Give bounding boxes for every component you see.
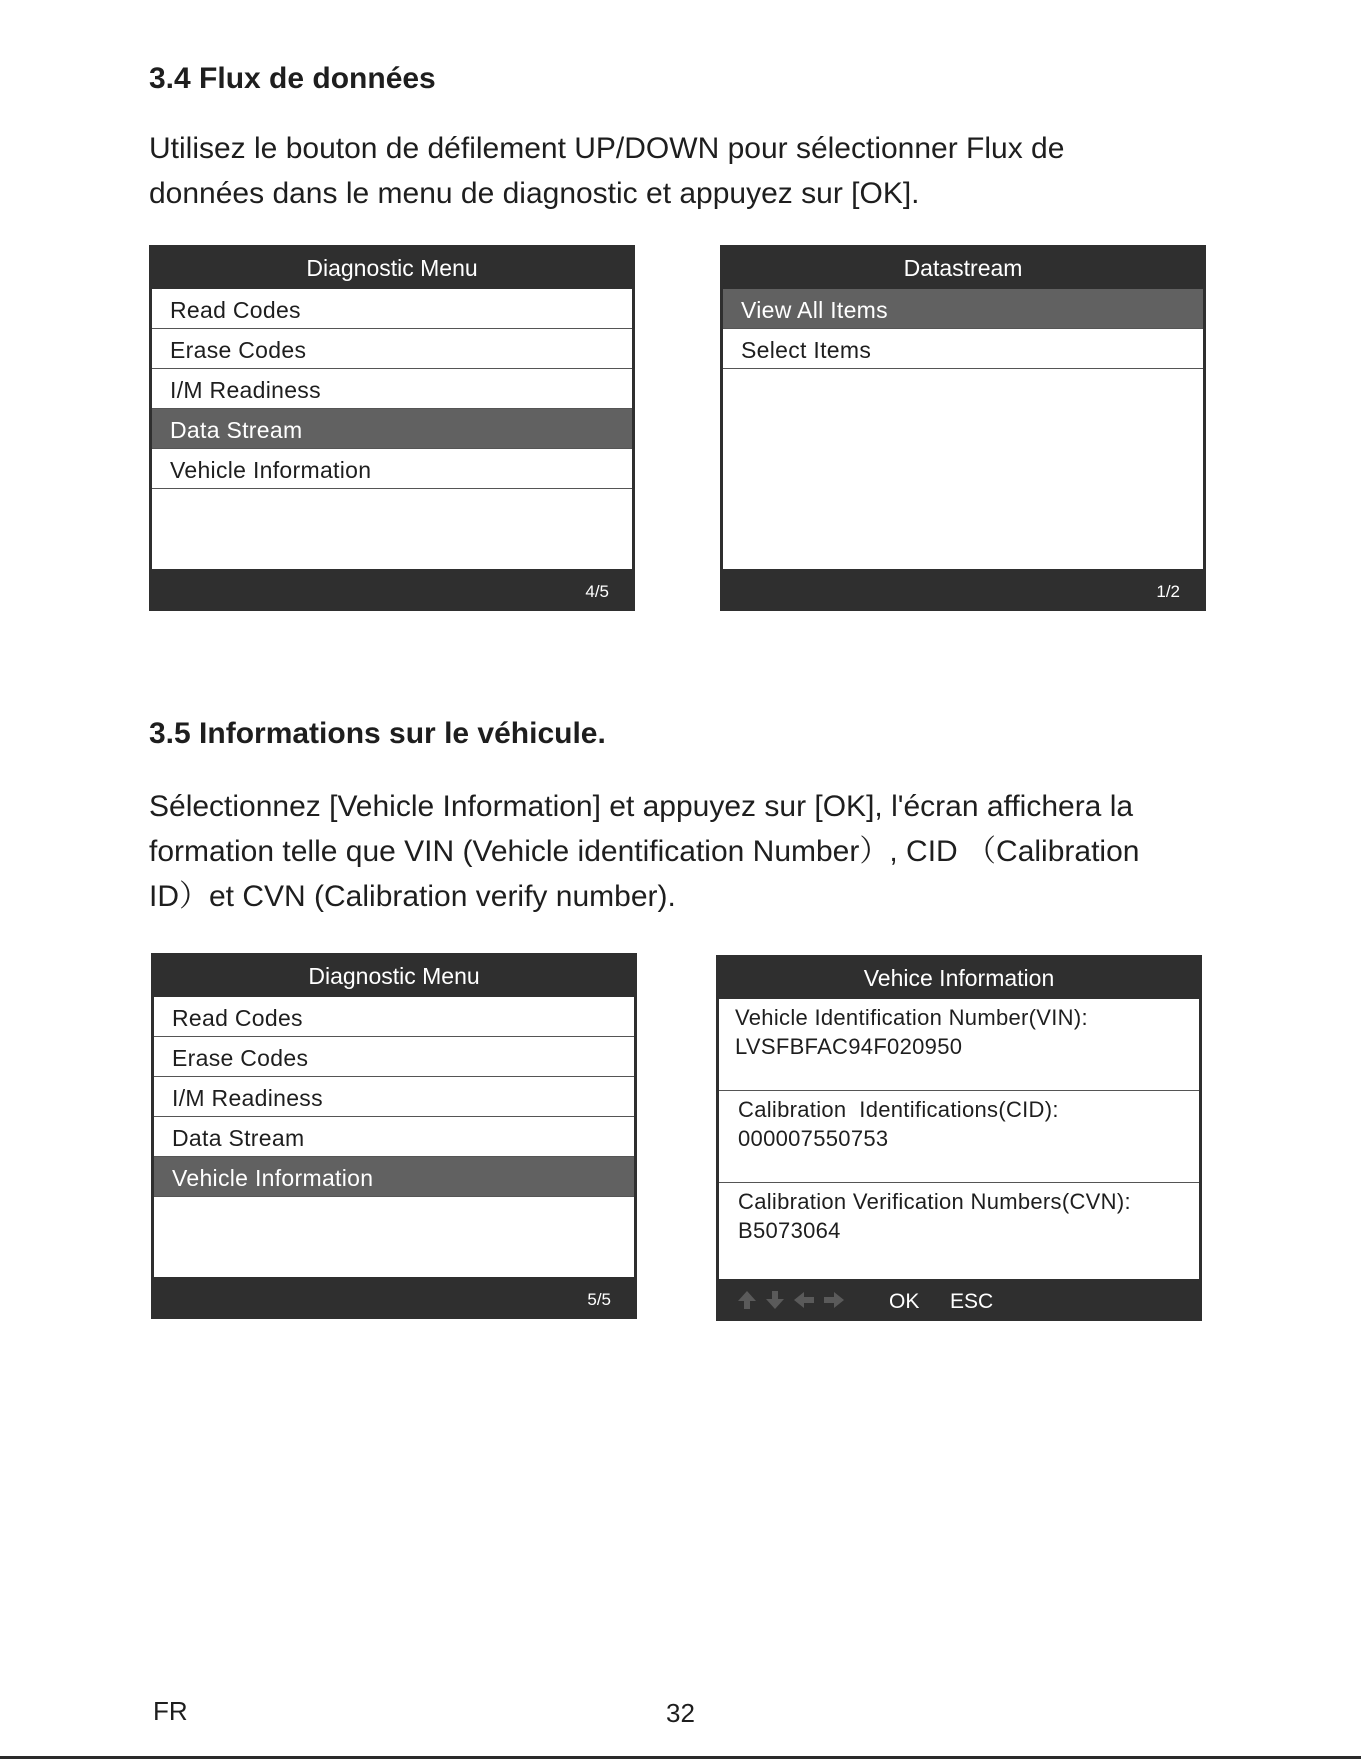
- menu-item-data-stream[interactable]: Data Stream: [152, 409, 632, 449]
- paragraph-line: ID）et CVN (Calibration verify number).: [149, 880, 676, 913]
- menu-item-im-readiness[interactable]: I/M Readiness: [154, 1077, 634, 1117]
- menu-item-view-all-items[interactable]: View All Items: [723, 289, 1203, 329]
- arrow-left-icon[interactable]: [792, 1289, 816, 1311]
- page-indicator: 1/2: [1156, 582, 1180, 601]
- page-indicator: 5/5: [587, 1290, 611, 1309]
- navigation-keys: [736, 1289, 846, 1311]
- esc-button[interactable]: ESC: [950, 1290, 994, 1313]
- paragraph-line: Sélectionnez [Vehicle Information] et appuyez sur [OK], l'écran affichera la: [149, 790, 1134, 823]
- cid-label: Calibration Identifications(CID):: [738, 1097, 1059, 1122]
- paragraph-line: Utilisez le bouton de défilement UP/DOWN pour sélectionner Flux de: [149, 132, 1065, 165]
- vehicle-info-list: [719, 999, 1199, 1279]
- screen-title: Diagnostic Menu: [308, 963, 480, 989]
- ok-button[interactable]: OK: [889, 1290, 920, 1313]
- menu-item-erase-codes[interactable]: Erase Codes: [152, 329, 632, 369]
- paragraph-line: formation telle que VIN (Vehicle identification Number）, CID （Calibration: [149, 835, 1140, 868]
- cid-value: 000007550753: [738, 1126, 889, 1151]
- arrow-down-icon[interactable]: [764, 1289, 786, 1311]
- vehicle-information-screen: [716, 955, 1202, 1321]
- datastream-screen: [720, 245, 1206, 611]
- menu-list: [154, 997, 634, 1277]
- arrow-up-icon[interactable]: [736, 1289, 758, 1311]
- diagnostic-menu-screen: [149, 245, 635, 611]
- screen-footer: [149, 569, 635, 611]
- screen-title: Vehice Information: [863, 965, 1055, 991]
- vin-label: Vehicle Identification Number(VIN):: [735, 1005, 1088, 1030]
- vin-value: LVSFBFAC94F020950: [735, 1034, 963, 1059]
- language-label: FR: [153, 1696, 188, 1726]
- page-indicator: 4/5: [585, 582, 609, 601]
- cvn-value: B5073064: [738, 1218, 841, 1243]
- menu-item-data-stream[interactable]: Data Stream: [154, 1117, 634, 1157]
- section-paragraph-data-stream: [149, 126, 1249, 216]
- section-heading-data-stream: 3.4 Flux de données: [149, 62, 436, 95]
- menu-item-erase-codes[interactable]: Erase Codes: [154, 1037, 634, 1077]
- menu-item-im-readiness[interactable]: I/M Readiness: [152, 369, 632, 409]
- menu-item-read-codes[interactable]: Read Codes: [154, 997, 634, 1037]
- page-bottom-rule: [0, 1756, 1361, 1759]
- screen-title: Diagnostic Menu: [306, 255, 478, 281]
- paragraph-line: données dans le menu de diagnostic et appuyez sur [OK].: [149, 177, 920, 210]
- screen-footer: [720, 569, 1206, 611]
- arrow-right-icon[interactable]: [822, 1289, 846, 1311]
- menu-item-read-codes[interactable]: Read Codes: [152, 289, 632, 329]
- diagnostic-menu-screen: [151, 953, 637, 1319]
- section-paragraph-vehicle-info: [149, 784, 1249, 919]
- menu-item-select-items[interactable]: Select Items: [723, 329, 1203, 369]
- screen-footer: [716, 1279, 1202, 1321]
- menu-list: [152, 289, 632, 569]
- menu-list: [723, 289, 1203, 569]
- cid-block: [719, 1091, 1199, 1183]
- cvn-block: [719, 1183, 1199, 1275]
- screen-title: Datastream: [903, 255, 1023, 281]
- cvn-label: Calibration Verification Numbers(CVN):: [738, 1189, 1131, 1214]
- menu-item-vehicle-information[interactable]: Vehicle Information: [152, 449, 632, 489]
- menu-item-vehicle-information[interactable]: Vehicle Information: [154, 1157, 634, 1197]
- section-heading-vehicle-info: 3.5 Informations sur le véhicule.: [149, 717, 606, 750]
- screen-footer: [151, 1277, 637, 1319]
- vin-block: [719, 999, 1199, 1091]
- page-number: 32: [666, 1698, 695, 1728]
